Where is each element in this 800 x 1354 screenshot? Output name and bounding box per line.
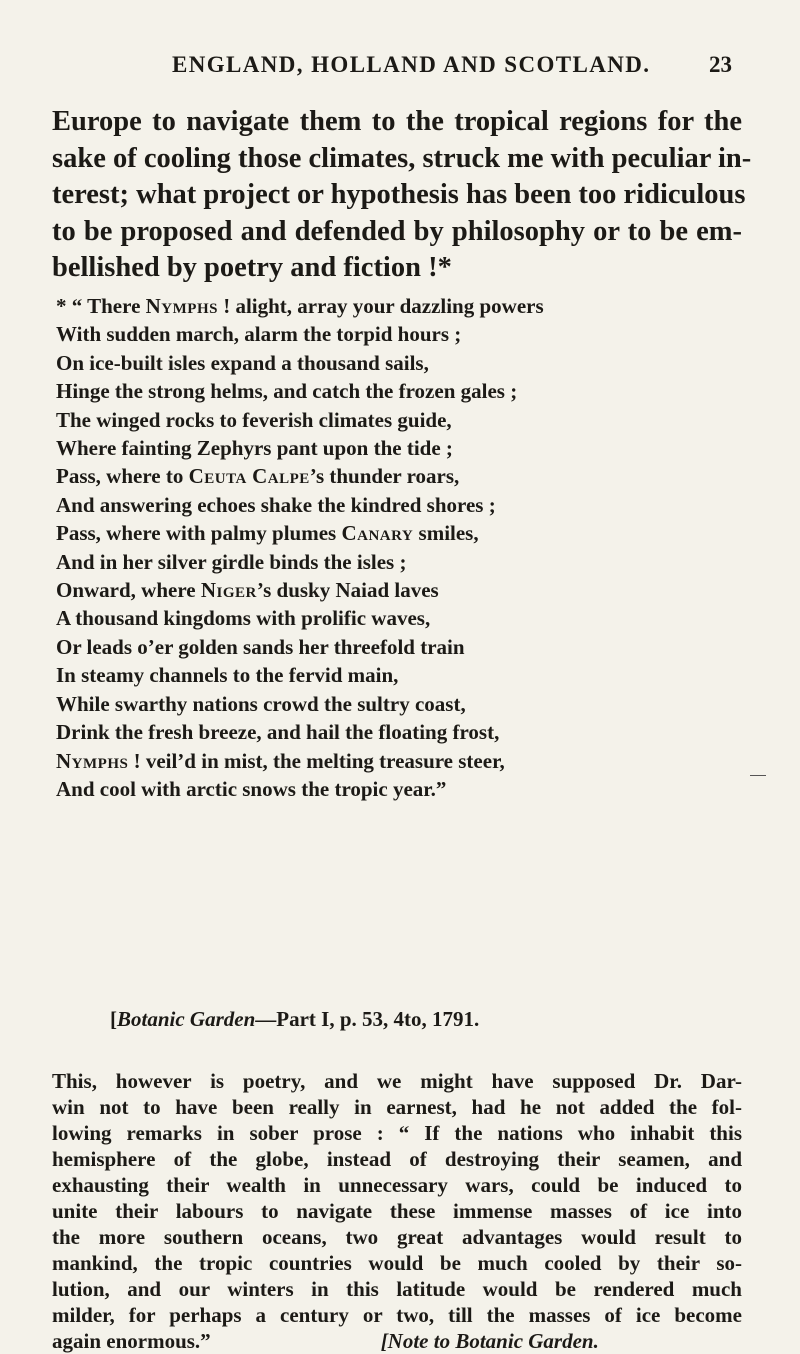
prose-line: This, however is poetry, and we might have supposed Dr. Dar-	[52, 1069, 742, 1093]
main-line: sake of cooling those climates, struck me with peculiar in-	[52, 142, 752, 174]
poem-line: Hinge the strong helms, and catch the frozen gales ;	[56, 379, 518, 404]
prose-line: milder, for perhaps a century or two, till the masses of ice become	[52, 1303, 742, 1327]
main-line: Europe to navigate them to the tropical regions for the	[52, 106, 742, 137]
poem-line: Where fainting Zephyrs pant upon the tide ;	[56, 436, 453, 461]
prose-last-line	[52, 1328, 742, 1354]
prose-line: mankind, the tropic countries would be much cooled by their so-	[52, 1251, 742, 1275]
prose-line: the more southern oceans, two great advantages would result to	[52, 1225, 742, 1249]
prose-line: hemisphere of the globe, instead of destroying their seamen, and	[52, 1147, 742, 1171]
poem-line: The winged rocks to feverish climates guide,	[56, 407, 452, 432]
main-line: to be proposed and defended by philosophy or to be em-	[52, 215, 742, 247]
poem-line: Pass, where with palmy plumes Canary smiles,	[56, 521, 479, 546]
poem-line: While swarthy nations crowd the sultry coast,	[56, 691, 466, 716]
margin-mark	[750, 775, 766, 776]
prose-paragraph	[52, 1068, 742, 1354]
citation-bracket: [	[110, 1007, 117, 1031]
prose-line-text: again enormous.”	[52, 1329, 211, 1353]
poem-line: In steamy channels to the fervid main,	[56, 663, 399, 688]
prose-line: unite their labours to navigate these immense masses of ice into	[52, 1199, 742, 1223]
poem-source-citation	[110, 1007, 479, 1032]
poem-line: Nymphs ! veil’d in mist, the melting treasure steer,	[56, 748, 505, 773]
citation-details: —Part I, p. 53, 4to, 1791.	[255, 1007, 480, 1031]
prose-line: exhausting their wealth in unnecessary wars, could be induced to	[52, 1173, 742, 1197]
main-line: terest; what project or hypothesis has been too ridiculous	[52, 179, 746, 210]
main-paragraph	[52, 104, 752, 287]
poem-line: Drink the fresh breeze, and hail the floating frost,	[56, 720, 500, 745]
poem-line: On ice-built isles expand a thousand sails,	[56, 350, 429, 375]
poem-line: With sudden march, alarm the torpid hours ;	[56, 322, 462, 347]
prose-line: lution, and our winters in this latitude would be rendered much	[52, 1277, 742, 1301]
poem-line: Onward, where Niger’s dusky Naiad laves	[56, 578, 439, 603]
main-line: bellished by poetry and fiction !*	[52, 252, 452, 283]
poem-line: A thousand kingdoms with prolific waves,	[56, 606, 431, 631]
poem-line: And answering echoes shake the kindred shores ;	[56, 492, 496, 517]
running-title: ENGLAND, HOLLAND AND SCOTLAND.	[172, 52, 651, 77]
prose-line: lowing remarks in sober prose : “ If the nations who inhabit this	[52, 1121, 742, 1145]
page-number: 23	[709, 52, 732, 77]
prose-line: win not to have been really in earnest, had he not added the fol-	[52, 1095, 742, 1119]
poem-line: Pass, where to Ceuta Calpe’s thunder roars,	[56, 464, 460, 489]
running-header	[172, 52, 732, 78]
footnote-poem	[56, 292, 676, 803]
poem-line: Or leads o’er golden sands her threefold train	[56, 634, 465, 659]
poem-line: * “ There Nymphs ! alight, array your dazzling powers	[56, 294, 544, 318]
poem-line: And in her silver girdle binds the isles ;	[56, 549, 407, 574]
citation-title: Botanic Garden	[117, 1007, 256, 1031]
poem-line: And cool with arctic snows the tropic year.”	[56, 776, 447, 801]
note-reference: [Note to Botanic Garden.	[380, 1329, 599, 1353]
